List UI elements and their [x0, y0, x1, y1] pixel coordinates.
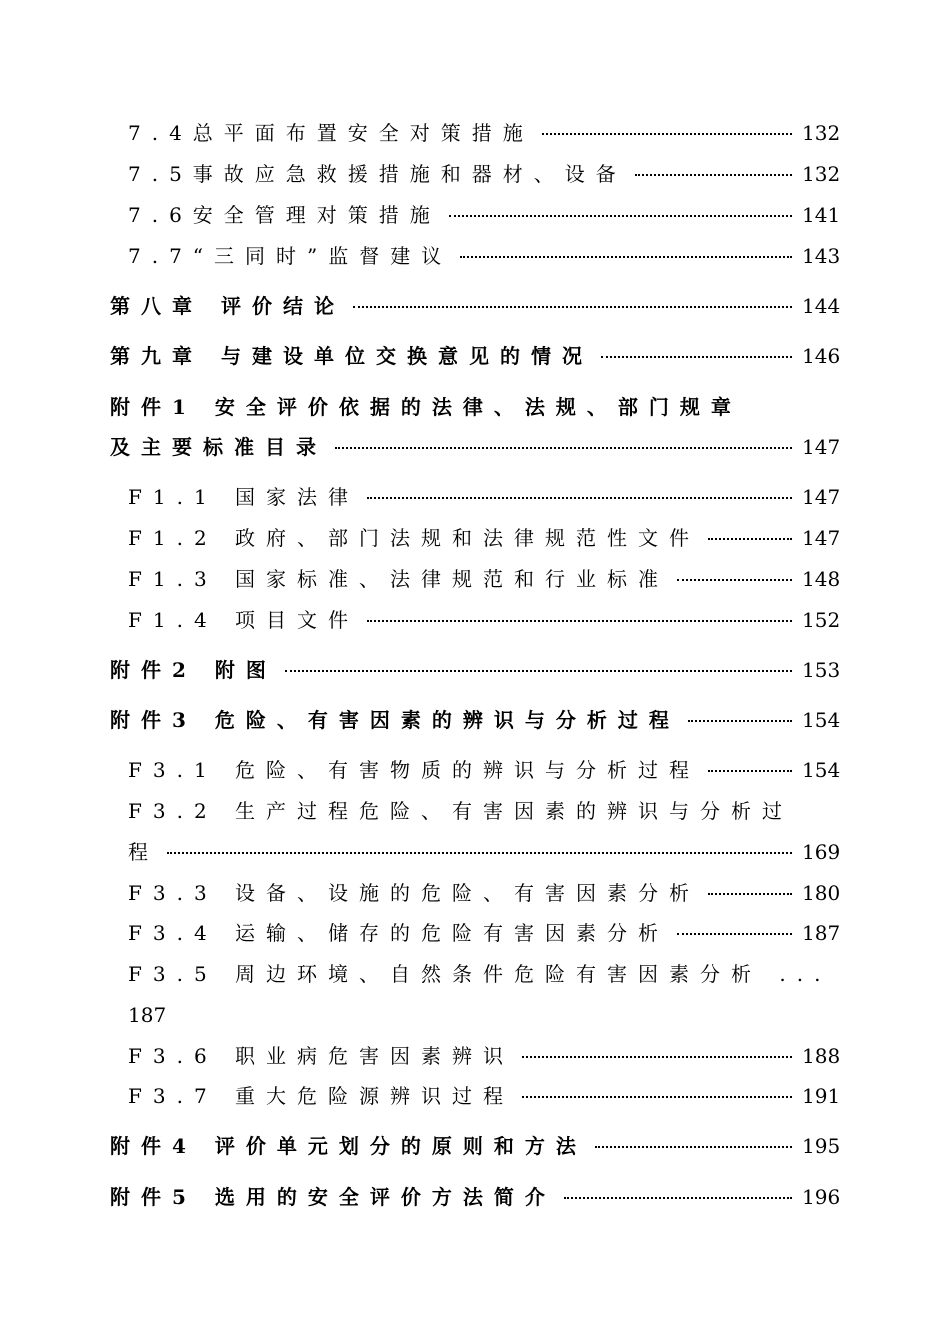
toc-entry[interactable] [110, 1133, 841, 1159]
toc-entry-page: 141 [802, 203, 841, 227]
toc-entry-title: F3.5 周边环境、自然条件危险有害因素分析 ... [128, 962, 832, 986]
leader-dots [708, 538, 792, 540]
toc-entry-page: 180 [802, 881, 841, 905]
leader-dots [595, 1146, 792, 1148]
toc-entry-title: F3.6 职业病危害因素辨识 [128, 1044, 515, 1068]
toc-entry-title: 7.7“三同时”监督建议 [128, 244, 453, 268]
leader-dots [285, 670, 792, 672]
toc-entry-page: 132 [802, 121, 841, 145]
toc-entry-title: 程 [128, 840, 159, 864]
toc-entry[interactable] [128, 202, 841, 228]
toc-entry-title: 第八章 评价结论 [110, 294, 345, 318]
leader-dots [522, 1056, 792, 1058]
toc-entry[interactable] [110, 293, 841, 319]
toc-entry-title: F1.2 政府、部门法规和法律规范性文件 [128, 526, 701, 550]
toc-entry-page: 147 [802, 526, 841, 550]
toc-entry-title: F3.2 生产过程危险、有害因素的辨识与分析过 [128, 799, 794, 823]
toc-entry-title: F1.3 国家标准、法律规范和行业标准 [128, 567, 670, 591]
toc-entry-title: 7.4总平面布置安全对策措施 [128, 121, 534, 145]
toc-entry-page: 154 [802, 708, 841, 732]
toc-entry[interactable] [128, 961, 838, 987]
toc-entry-title: F3.1 危险、有害物质的辨识与分析过程 [128, 758, 701, 782]
toc-entry[interactable] [128, 839, 841, 865]
toc-entry[interactable] [128, 243, 841, 269]
leader-dots [635, 174, 792, 176]
toc-entry-page: 144 [802, 294, 841, 318]
leader-dots [677, 933, 792, 935]
toc-entry-title: 附件2 附图 [110, 658, 277, 682]
toc-entry-title: F1.4 项目文件 [128, 608, 360, 632]
leader-dots [688, 720, 792, 722]
leader-dots [353, 306, 792, 308]
toc-entry-page: 146 [802, 344, 841, 368]
toc-entry-title: 附件1 安全评价依据的法律、法规、部门规章 [110, 395, 742, 419]
toc-entry-title: 及主要标准目录 [110, 435, 327, 459]
toc-entry-page: 187 [128, 1003, 167, 1027]
toc-entry-title: 附件5 选用的安全评价方法简介 [110, 1185, 556, 1209]
toc-entry-title: 附件3 危险、有害因素的辨识与分析过程 [110, 708, 680, 732]
toc-entry-page: 154 [802, 758, 841, 782]
toc-entry[interactable] [110, 1184, 841, 1210]
toc-entry[interactable] [110, 657, 841, 683]
leader-dots [542, 133, 792, 135]
toc-entry-title: 第九章 与建设单位交换意见的情况 [110, 344, 593, 368]
toc-entry[interactable] [128, 920, 841, 946]
leader-dots [367, 620, 792, 622]
leader-dots [601, 356, 792, 358]
leader-dots [335, 447, 792, 449]
toc-entry-page: 143 [802, 244, 841, 268]
toc-entry-title: 7.6安全管理对策措施 [128, 203, 441, 227]
leader-dots [367, 497, 792, 499]
toc-entry-page: 196 [802, 1185, 841, 1209]
toc-entry[interactable] [128, 1043, 841, 1069]
leader-dots [460, 256, 792, 258]
leader-dots [708, 893, 792, 895]
leader-dots [564, 1197, 792, 1199]
toc-entry-page: 152 [802, 608, 841, 632]
toc-entry-title: F3.4 运输、储存的危险有害因素分析 [128, 921, 670, 945]
leader-dots [677, 579, 792, 581]
toc-entry-page: 187 [802, 921, 841, 945]
toc-entry-page: 195 [802, 1134, 841, 1158]
toc-entry[interactable] [128, 566, 841, 592]
leader-dots [167, 852, 792, 854]
toc-entry-title: 附件4 评价单元划分的原则和方法 [110, 1134, 587, 1158]
toc-entry-page: 169 [802, 840, 841, 864]
toc-entry-title: 7.5事故应急救援措施和器材、设备 [128, 162, 627, 186]
toc-entry-page: 147 [802, 485, 841, 509]
toc-entry[interactable] [128, 120, 841, 146]
toc-entry-title: F3.3 设备、设施的危险、有害因素分析 [128, 881, 701, 905]
leader-dots [708, 770, 792, 772]
toc-entry[interactable] [128, 757, 841, 783]
toc-entry[interactable] [110, 434, 841, 460]
toc-entry-page: 147 [802, 435, 841, 459]
toc-entry[interactable] [128, 484, 841, 510]
leader-dots [449, 215, 792, 217]
toc-entry[interactable] [110, 394, 838, 420]
toc-entry[interactable] [110, 707, 841, 733]
toc-entry-page: 191 [802, 1084, 841, 1108]
toc-entry-title: F3.7 重大危险源辨识过程 [128, 1084, 515, 1108]
toc-entry-title: F1.1 国家法律 [128, 485, 360, 509]
toc-entry[interactable] [128, 880, 841, 906]
toc-entry-page: 132 [802, 162, 841, 186]
toc-entry[interactable] [128, 525, 841, 551]
toc-entry[interactable] [128, 161, 841, 187]
toc-entry-page: 153 [802, 658, 841, 682]
toc-entry[interactable] [128, 798, 838, 824]
leader-dots [522, 1096, 792, 1098]
toc-entry-page: 188 [802, 1044, 841, 1068]
toc-entry[interactable] [128, 607, 841, 633]
toc-entry[interactable] [110, 343, 841, 369]
toc-entry[interactable] [128, 1083, 841, 1109]
toc-entry-page: 148 [802, 567, 841, 591]
